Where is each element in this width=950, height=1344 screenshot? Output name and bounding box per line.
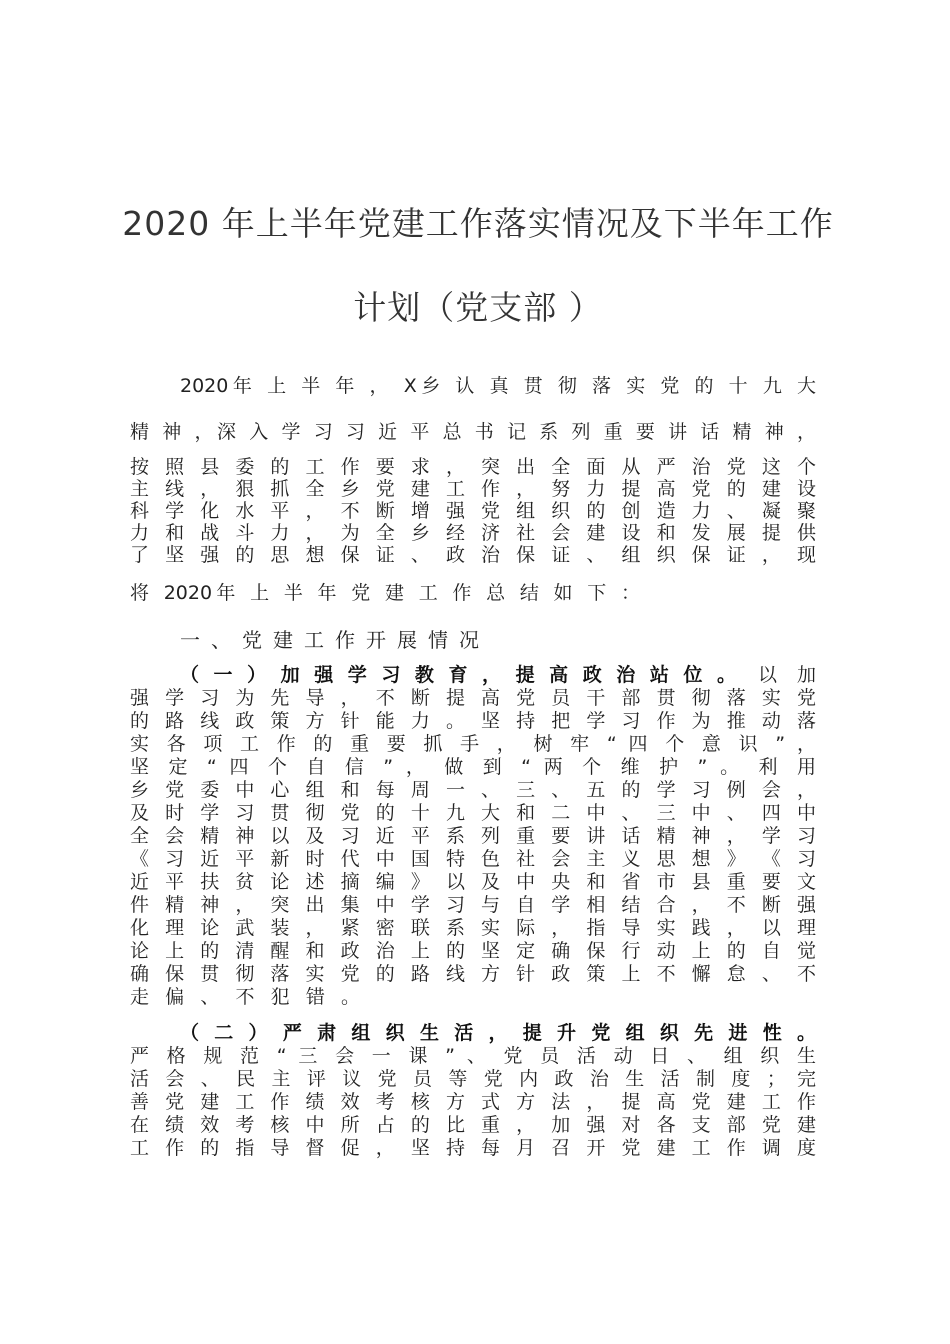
paragraph-line: 强 学 习 为 先 导 ， 不 断 提 高 党 员 干 部 贯 彻 落 实 党: [130, 687, 816, 709]
paragraph-line: 全 会 精 神 以 及 习 近 平 系 列 重 要 讲 话 精 神 ， 学 习: [130, 825, 816, 847]
intro-line: 力 和 战 斗 力 ， 为 全 乡 经 济 社 会 建 设 和 发 展 提 供: [130, 522, 816, 544]
paragraph-line: 及 时 学 习 贯 彻 党 的 十 九 大 和 二 中 、 三 中 、 四 中: [130, 802, 816, 824]
paragraph-line: 近 平 扶 贫 论 述 摘 编 》 以 及 中 央 和 省 市 县 重 要 文: [130, 871, 816, 893]
intro-line: 了 坚 强 的 思 想 保 证 、 政 治 保 证 、 组 织 保 证 ， 现: [130, 544, 816, 566]
paragraph-line: 工 作 的 指 导 督 促 ， 坚 持 每 月 召 开 党 建 工 作 调 度: [130, 1137, 816, 1159]
paragraph-line: 实 各 项 工 作 的 重 要 抓 手 ， 树 牢 “ 四 个 意 识 ” ，: [130, 733, 816, 755]
paragraph-line: 乡 党 委 中 心 组 和 每 周 一 、 三 、 五 的 学 习 例 会 ，: [130, 779, 816, 801]
paragraph-line: 善 党 建 工 作 绩 效 考 核 方 式 方 法 ， 提 高 党 建 工 作: [130, 1091, 816, 1113]
document-title-line-1: 2020 年上半年党建工作落实情况及下半年工作: [122, 204, 834, 243]
intro-line: 主 线 ， 狠 抓 全 乡 党 建 工 作 ， 努 力 提 高 党 的 建 设: [130, 478, 816, 500]
section-heading: 一、党建工作开展情况: [180, 628, 490, 652]
document-title-line-2: 计划（党支部 ）: [353, 288, 603, 327]
paragraph-line: 件 精 神 ， 突 出 集 中 学 习 与 自 学 相 结 合 ， 不 断 强: [130, 894, 816, 916]
paragraph-line: 确 保 贯 彻 落 实 党 的 路 线 方 针 政 策 上 不 懈 怠 、 不: [130, 963, 816, 985]
intro-line: 科 学 化 水 平 ， 不 断 增 强 党 组 织 的 创 造 力 、 凝 聚: [130, 500, 816, 522]
paragraph-line: 的 路 线 政 策 方 针 能 力 。 坚 持 把 学 习 作 为 推 动 落: [130, 710, 816, 732]
intro-line: 精 神 ，深 入 学 习 习 近 平 总 书 记 系 列 重 要 讲 话 精 神 ，: [130, 421, 816, 443]
intro-line: 2020年 上 半 年 ， X乡 认 真 贯 彻 落 实 党 的 十 九 大: [180, 375, 816, 397]
subsection-1-heading-tail: 以 加: [758, 664, 816, 686]
subsection-2-heading: （ 二 ） 严 肃 组 织 生 活 ， 提 升 党 组 织 先 进 性 。: [180, 1022, 816, 1044]
paragraph-line-last: 走 偏 、 不 犯 错 。: [130, 986, 360, 1008]
paragraph-line: 坚 定 “ 四 个 自 信 ” ， 做 到 “ 两 个 维 护 ” 。 利 用: [130, 756, 816, 778]
subsection-1-heading: （ 一 ） 加 强 学 习 教 育 ， 提 高 政 治 站 位 。: [180, 664, 736, 686]
paragraph-line: 化 理 论 武 装 ， 紧 密 联 系 实 际 ， 指 导 实 践 ， 以 理: [130, 917, 816, 939]
paragraph-line: 论 上 的 清 醒 和 政 治 上 的 坚 定 确 保 行 动 上 的 自 觉: [130, 940, 816, 962]
paragraph-line: 活 会 、 民 主 评 议 党 员 等 党 内 政 治 生 活 制 度 ； 完: [130, 1068, 816, 1090]
paragraph-line: 《 习 近 平 新 时 代 中 国 特 色 社 会 主 义 思 想 》 《 习: [130, 848, 816, 870]
paragraph-line: 在 绩 效 考 核 中 所 占 的 比 重 ， 加 强 对 各 支 部 党 建: [130, 1114, 816, 1136]
intro-line: 按 照 县 委 的 工 作 要 求 ， 突 出 全 面 从 严 治 党 这 个: [130, 456, 816, 478]
paragraph-line: 严 格 规 范 “ 三 会 一 课 ” 、 党 员 活 动 日 、 组 织 生: [130, 1045, 816, 1067]
intro-line-last: 将 2020年 上 半 年 党 建 工 作 总 结 如 下 ：: [130, 582, 640, 604]
